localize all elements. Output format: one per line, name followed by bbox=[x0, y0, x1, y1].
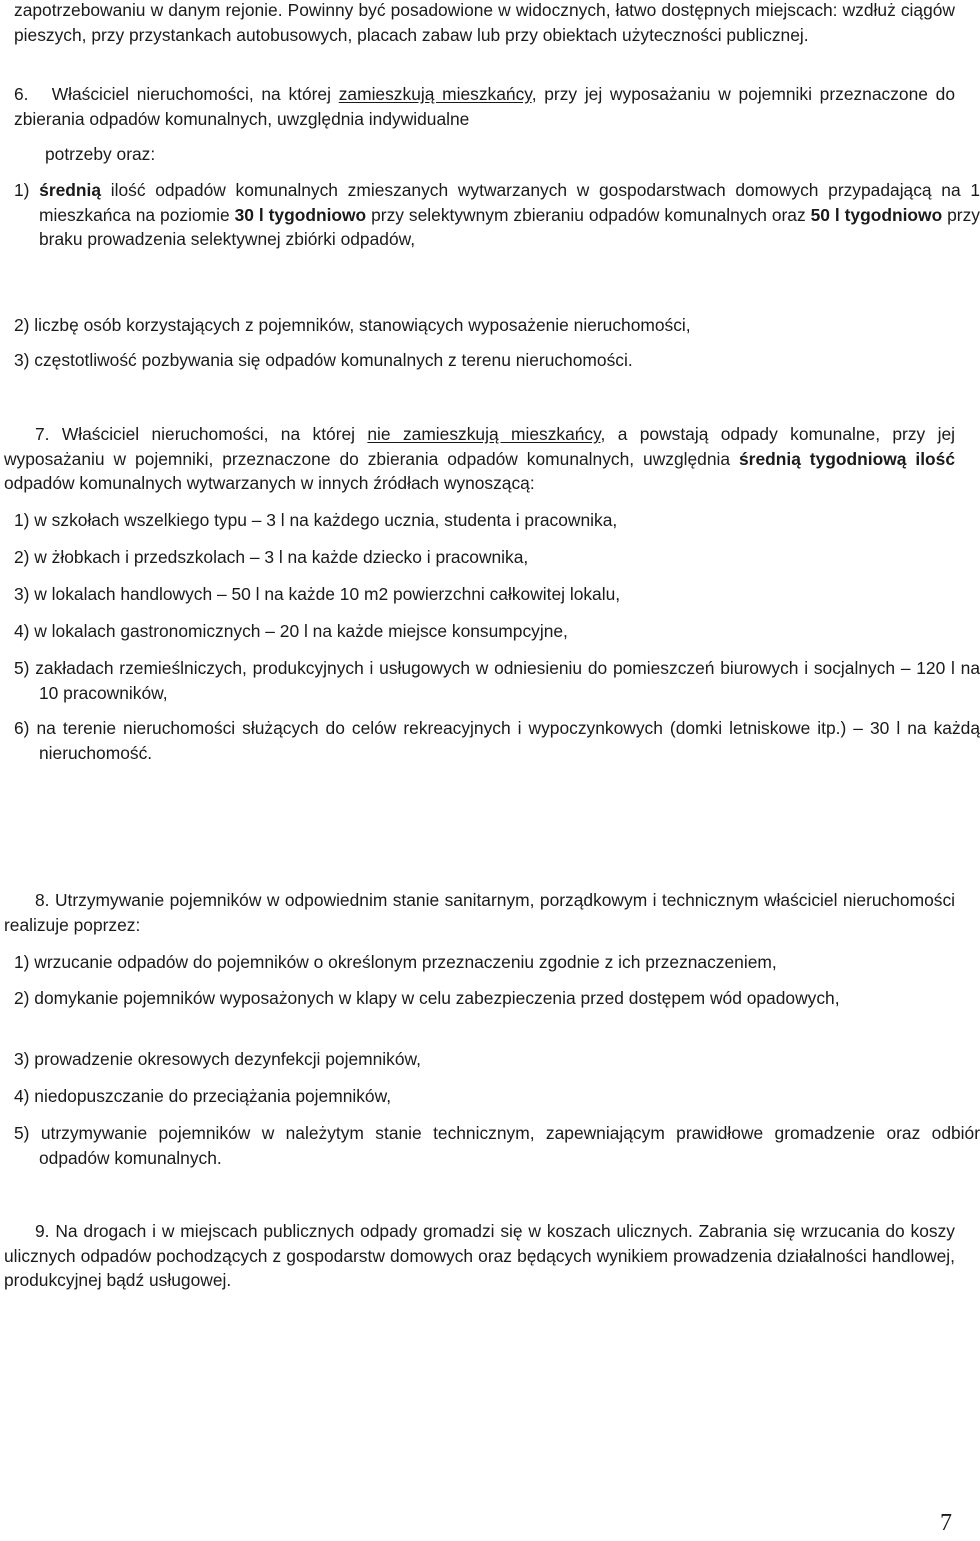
item-text: 3) częstotliwość pozbywania się odpadów komunalnych z terenu nieruchomości. bbox=[14, 350, 633, 370]
item-text: 4) niedopuszczanie do przeciążania pojemników, bbox=[14, 1086, 392, 1106]
item-text: 1) wrzucanie odpadów do pojemników o określonym przeznaczeniu zgodnie z ich przeznaczeniem, bbox=[14, 952, 777, 972]
item-text: 2) w żłobkach i przedszkolach – 3 l na każde dziecko i pracownika, bbox=[14, 547, 529, 567]
intro-paragraph bbox=[14, 0, 955, 47]
item-text: 6) na terenie nieruchomości służących do celów rekreacyjnych i wypoczynkowych (domki letniskowe itp.) – 30 l na każdą nieruchomość. bbox=[14, 718, 980, 763]
section-8-item-2 bbox=[14, 986, 980, 1011]
section-7-underlined: nie zamieszkują mieszkańcy bbox=[367, 424, 601, 444]
section-6-underlined: zamieszkują mieszkańcy bbox=[338, 84, 532, 104]
section-7-item-4 bbox=[14, 619, 980, 644]
section-6-continuation bbox=[45, 142, 945, 167]
item-text: 1) w szkołach wszelkiego typu – 3 l na każdego ucznia, studenta i pracownika, bbox=[14, 510, 618, 530]
intro-text: zapotrzebowaniu w danym rejonie. Powinny być posadowione w widocznych, łatwo dostępnych miejscach: wzdłuż ciągów pieszych, przy przystankach autobusowych, placach zabaw lub przy obiektach użyteczności publicznej. bbox=[14, 0, 955, 45]
section-8-item-1 bbox=[14, 950, 980, 975]
section-8-text: 8. Utrzymywanie pojemników w odpowiednim stanie sanitarnym, porządkowym i technicznym właściciel nieruchomości realizuje poprzez: bbox=[4, 890, 955, 935]
section-7-text-1: 7. Właściciel nieruchomości, na której bbox=[35, 424, 356, 444]
item-text: przy selektywnym zbieraniu odpadów komunalnych oraz bbox=[366, 204, 811, 225]
section-6-text-1: Właściciel nieruchomości, na której bbox=[51, 84, 331, 104]
section-6-item-1 bbox=[14, 178, 980, 252]
section-7-item-2 bbox=[14, 545, 980, 570]
section-6-item-3 bbox=[14, 348, 980, 373]
item-number: 1) bbox=[14, 180, 30, 200]
section-7-item-5 bbox=[14, 656, 980, 705]
item-text: 3) prowadzenie okresowych dezynfekcji pojemników, bbox=[14, 1049, 421, 1069]
section-7-paragraph bbox=[4, 422, 955, 496]
item-text: 2) liczbę osób korzystających z pojemników, stanowiących wyposażenie nieruchomości, bbox=[14, 315, 691, 335]
section-7-item-1 bbox=[14, 508, 980, 533]
section-7-item-3 bbox=[14, 582, 980, 607]
item-text: 3) w lokalach handlowych – 50 l na każde 10 m2 powierzchni całkowitej lokalu, bbox=[14, 584, 621, 604]
section-8-paragraph bbox=[4, 888, 955, 937]
item-text: ilość odpadów komunalnych zmieszanych wytwarzanych w gospodarstwach domowych przypadającą na 1 mieszkańca na poziomie bbox=[39, 180, 980, 225]
section-9-text: 9. Na drogach i w miejscach publicznych odpady gromadzi się w koszach ulicznych. Zabrania się wrzucania do koszy ulicznych odpadów pochodzących z gospodarstw domowych oraz będących wynikiem prowadzenia działalności handlowej, produkcyjnej bądź usługowej. bbox=[4, 1221, 955, 1291]
section-7-text-3: odpadów komunalnych wytwarzanych w innych źródłach wynoszącą: bbox=[4, 473, 535, 494]
section-8-item-4 bbox=[14, 1084, 980, 1109]
section-8-item-3 bbox=[14, 1047, 980, 1072]
item-text: 4) w lokalach gastronomicznych – 20 l na każde miejsce konsumpcyjne, bbox=[14, 621, 568, 641]
section-9-paragraph bbox=[4, 1219, 955, 1293]
item-text: 5) zakładach rzemieślniczych, produkcyjnych i usługowych w odniesieniu do pomieszczeń biurowych i socjalnych – 120 l na 10 pracowników, bbox=[14, 658, 980, 703]
page-number: 7 bbox=[940, 1510, 952, 1536]
section-6-item-2 bbox=[14, 313, 980, 338]
bold-text: 50 l tygodniowo bbox=[810, 204, 943, 225]
section-8-item-5 bbox=[14, 1121, 980, 1170]
section-6-text-2: , przy jej wyposażaniu w pojemniki przeznaczone do zbierania odpadów komunalnych, uwzględnia indywidualne bbox=[14, 84, 955, 129]
section-7-text-2: , a powstają odpady komunalne, przy jej wyposażaniu w pojemniki, przeznaczone do zbierania odpadów komunalnych, uwzględnia bbox=[4, 424, 955, 469]
section-6-number: 6. bbox=[14, 84, 29, 104]
item-text: przy braku prowadzenia selektywnej zbiórki odpadów, bbox=[39, 204, 980, 250]
bold-text: średnią bbox=[39, 180, 102, 200]
section-6-paragraph bbox=[14, 82, 955, 131]
section-7-item-6 bbox=[14, 716, 980, 765]
section-6-text-3: potrzeby oraz: bbox=[45, 144, 156, 164]
item-text: 5) utrzymywanie pojemników w należytym stanie technicznym, zapewniającym prawidłowe gromadzenie oraz odbiór odpadów komunalnych. bbox=[14, 1123, 980, 1168]
bold-text: średnią tygodniową ilość bbox=[739, 448, 955, 469]
bold-text: 30 l tygodniowo bbox=[234, 204, 367, 225]
item-text: 2) domykanie pojemników wyposażonych w klapy w celu zabezpieczenia przed dostępem wód opadowych, bbox=[14, 988, 840, 1008]
